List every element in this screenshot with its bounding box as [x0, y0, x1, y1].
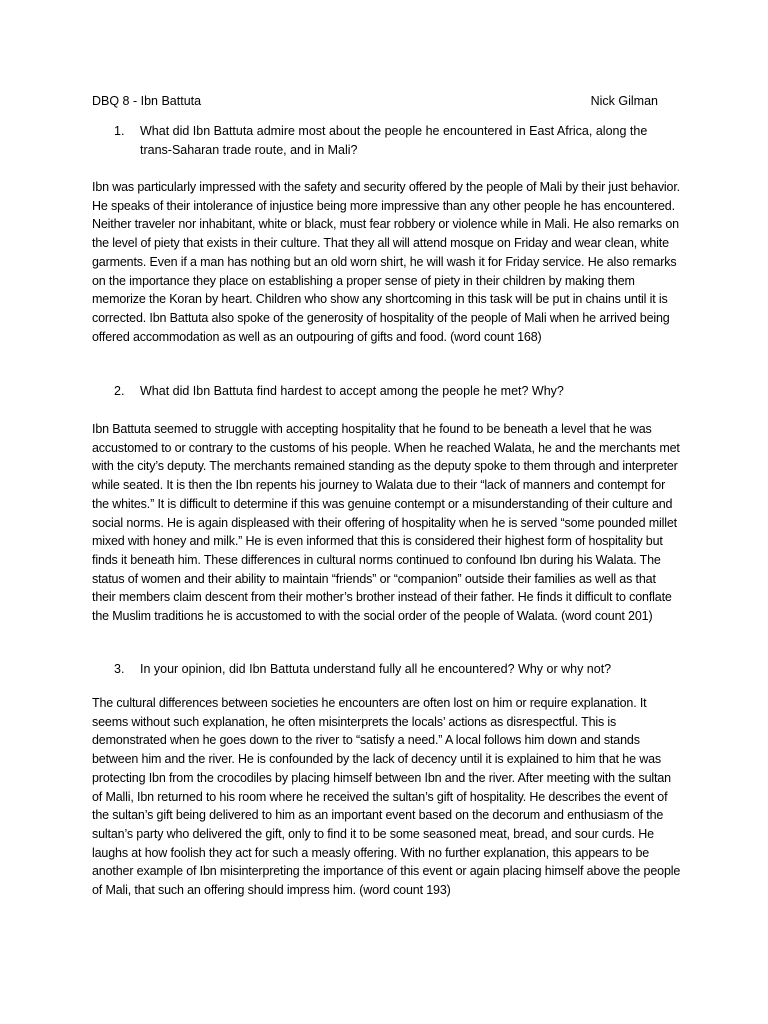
- question-number: 2.: [114, 384, 125, 398]
- question-number: 3.: [114, 662, 125, 676]
- document-header: [92, 94, 658, 112]
- document-title: DBQ 8 - Ibn Battuta: [92, 94, 202, 108]
- answer-3: The cultural differences between societies he encounters are often lost on him or require explanation. It seems without such explanation, he often misinterprets the locals’ actions as disrespectful. This is demonstrated when he goes down to the river to “satisfy a need.” A local follows him down and stands between him and the river. He is confounded by the lack of decency until it is explained to him that he was protecting Ibn from the crocodiles by placing himself between Ibn and the river. After meeting with the sultan of Malli, Ibn returned to his room where he received the sultan’s gift of hospitality. He describes the event of the sultan’s gift being delivered to him as an important event based on the decorum and enthusiasm of the sultan’s party who delivered the gift, only to find it to be some seasoned meat, bread, and sour curds. He laughs at how foolish they act for such a measly offering. With no further explanation, this appears to be another example of Ibn misinterpreting the importance of this event or again placing himself above the people of Mali, that such an offering should impress him. (word count 193): [92, 696, 681, 898]
- question-text: In your opinion, did Ibn Battuta understand fully all he encountered? Why or why not?: [140, 662, 612, 676]
- question-number: 1.: [114, 124, 125, 138]
- answer-2: Ibn Battuta seemed to struggle with accepting hospitality that he found to be beneath a level that he was accustomed to or contrary to the customs of his people. When he reached Walata, he and the merchants met with the city’s deputy. The merchants remained standing as the deputy spoke to them through and interpreter while seated. It is then the Ibn repents his journey to Walata due to their “lack of manners and contempt for the whites.” It is difficult to determine if this was genuine contempt or a misunderstanding of their culture and social norms. He is again displeased with their offering of hospitality when he is served “some pounded millet mixed with honey and milk.” He is even informed that this is considered their highest form of hospitality but finds it beneath him. These differences in cultural norms continued to confound Ibn during his Walata. The status of women and their ability to maintain “friends” or “companion” outside their families as well as that their members claim descent from their mother’s brother instead of their father. He finds it difficult to conflate the Muslim traditions he is accustomed to with the social order of the people of Walata. (word count 201): [92, 422, 680, 624]
- question-2: [114, 382, 680, 401]
- question-text: What did Ibn Battuta find hardest to accept among the people he met? Why?: [140, 384, 564, 398]
- question-1: [114, 122, 680, 159]
- question-text: What did Ibn Battuta admire most about the people he encountered in East Africa, along the trans-Saharan trade route, and in Mali?: [140, 124, 648, 157]
- answer-1: Ibn was particularly impressed with the safety and security offered by the people of Mali by their just behavior. He speaks of their intolerance of injustice being more impressive than any other people he has encountered. Neither traveler nor inhabitant, white or black, must fear robbery or violence while in Mali. He also remarks on the level of piety that exists in their culture. That they all will attend mosque on Friday and wear clean, white garments. Even if a man has nothing but an old worn shirt, he will wash it for Friday service. He also remarks on the importance they place on establishing a proper sense of piety in their children by making them memorize the Koran by heart. Children who show any shortcoming in this task will be put in chains until it is corrected. Ibn Battuta also spoke of the generosity of hospitality of the people of Mali when he arrived being offered accommodation as well as an outpouring of gifts and food. (word count 168): [92, 180, 680, 344]
- question-3: [114, 660, 680, 679]
- author-name: Nick Gilman: [590, 94, 658, 108]
